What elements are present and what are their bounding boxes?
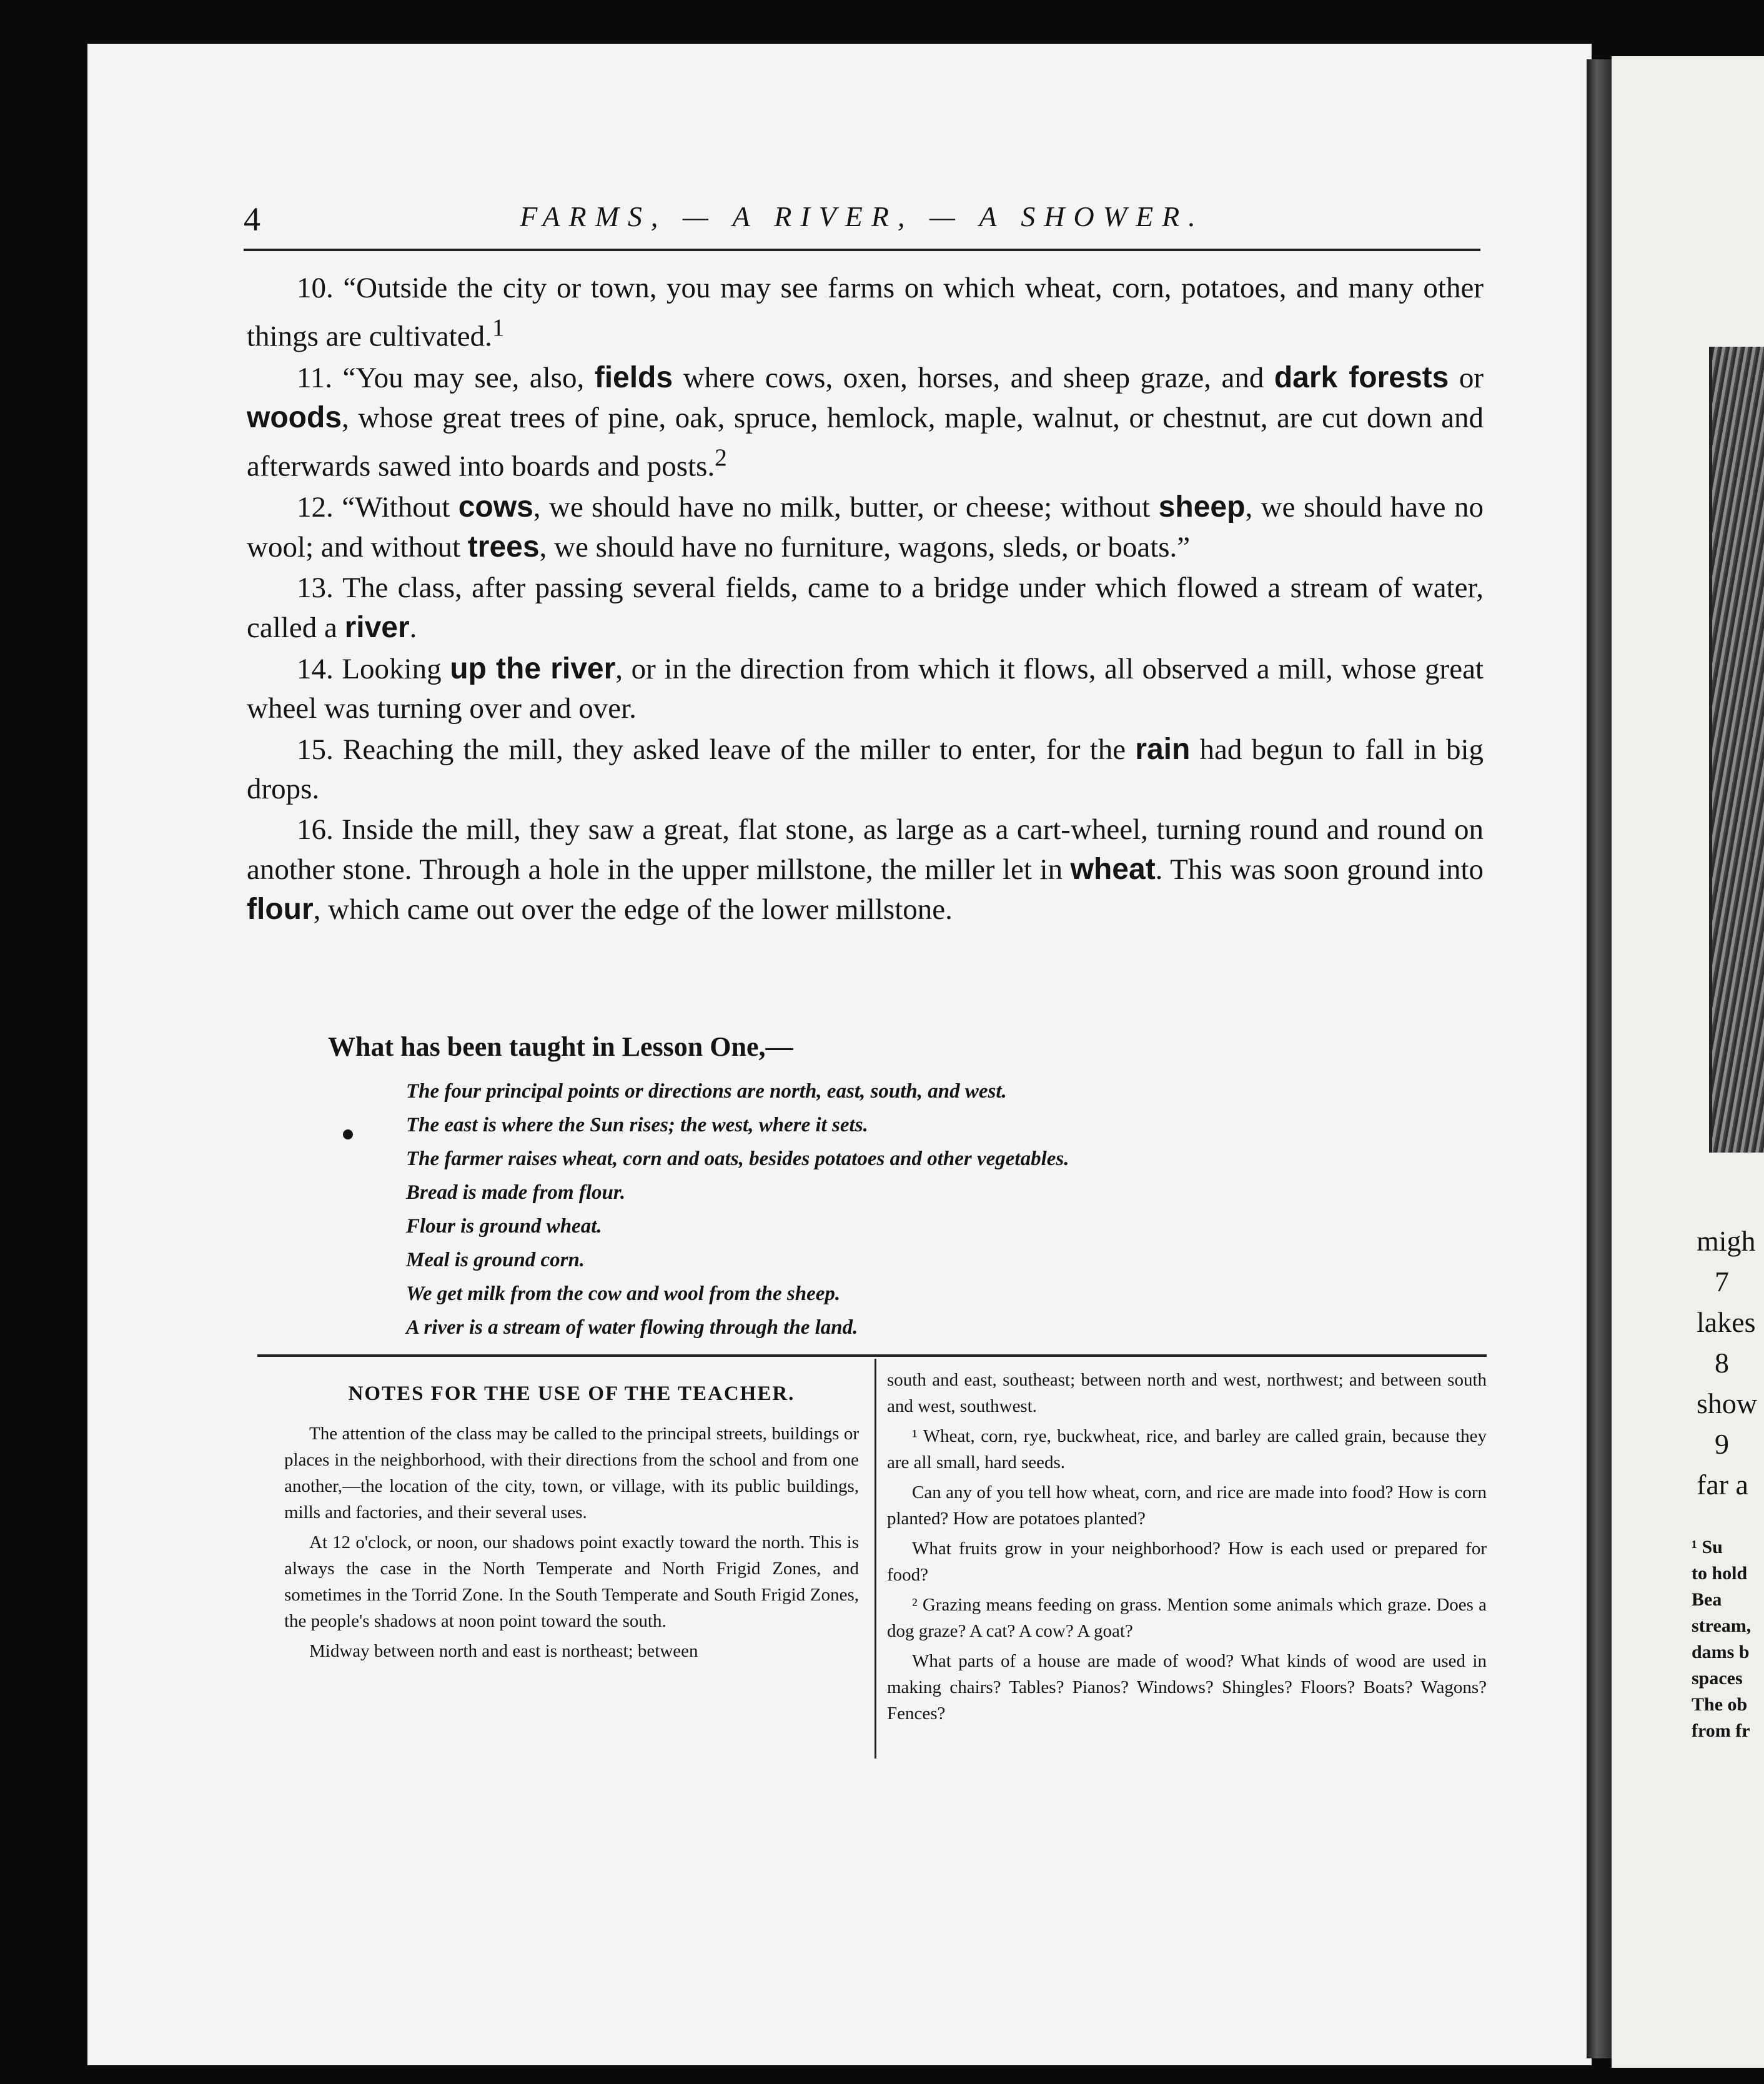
paragraph-11: 11. “You may see, also, fields where cows, oxen, horses, and sheep graze, and dark forests or woods, whose great trees of pine, oak, spruce, hemlock, maple, walnut, or chestnut, are cut down and afterwards sawed into boards and posts.$^2$ <box>247 360 1484 483</box>
paragraph-13: 13. The class, after passing several fields, came to a bridge under which flowed a stream of water, called a river. <box>247 572 1484 645</box>
footnote-ref: 2 <box>715 444 727 471</box>
book-spine <box>1587 59 1612 2058</box>
lesson-summary-list <box>406 1074 1069 1344</box>
adjacent-note: ¹ Su <box>1692 1537 1723 1557</box>
adjacent-illustration <box>1709 347 1764 1153</box>
paragraph-16: 16. Inside the mill, they saw a great, flat stone, as large as a cart-wheel, turning round and round on another stone. Through a hole in the upper millstone, the miller let in wheat. This was soon ground into flour, which came out over the edge of the lower millstone. <box>247 813 1484 926</box>
adjacent-note: Bea <box>1692 1589 1722 1610</box>
notes-paragraph: The attention of the class may be called to the principal streets, buildings or places in the neighborhood, with their directions from the school and from one another,—the location of the city, town, or village, with its public buildings, mills and factories, and their several uses. <box>284 1424 859 1522</box>
teacher-notes-right-column <box>887 1367 1487 1730</box>
lesson-item: Meal is ground corn. <box>406 1249 585 1271</box>
notes-paragraph: At 12 o'clock, or noon, our shadows point exactly toward the north. This is always the case in the North Temperate and North Frigid Zones, and sometimes in the Torrid Zone. In the South Temperate and South Frigid Zones, the people's shadows at noon point toward the south. <box>284 1532 859 1631</box>
adjacent-note: The ob <box>1692 1694 1748 1715</box>
section-rule <box>257 1354 1487 1357</box>
page-number: 4 <box>244 201 260 238</box>
lesson-item: The east is where the Sun rises; the west, where it sets. <box>406 1114 868 1136</box>
body-text <box>247 269 1484 931</box>
notes-paragraph: Midway between north and east is northeast; between <box>309 1641 698 1661</box>
teacher-notes-left-column <box>284 1381 859 1668</box>
adjacent-line: far a <box>1697 1469 1748 1501</box>
page-header <box>244 200 1480 250</box>
running-title: FARMS, — A RIVER, — A SHOWER. <box>520 201 1204 232</box>
bullet-mark <box>343 1129 353 1139</box>
lesson-item: Flour is ground wheat. <box>406 1215 602 1238</box>
notes-paragraph: south and east, southeast; between north and west, northwest; and between south and west, southwest. <box>887 1370 1487 1416</box>
notes-paragraph: What parts of a house are made of wood? What kinds of wood are used in making chairs? Tables? Pianos? Windows? Shingles? Floors? Boats? Wagons? Fences? <box>887 1651 1487 1724</box>
adjacent-note: to hold <box>1692 1563 1748 1584</box>
paragraph-15: 15. Reaching the mill, they asked leave of the miller to enter, for the rain had begun to fall in big drops. <box>247 733 1484 806</box>
notes-title: NOTES FOR THE USE OF THE TEACHER. <box>348 1382 795 1405</box>
adjacent-note: spaces <box>1692 1668 1743 1689</box>
paragraph-12: 12. “Without cows, we should have no milk, butter, or cheese; without sheep, we should have no wool; and without trees, we should have no furniture, wagons, sleds, or boats.” <box>247 490 1484 564</box>
adjacent-line: 9 <box>1715 1428 1729 1460</box>
paragraph-14: 14. Looking up the river, or in the direction from which it flows, all observed a mill, whose great wheel was turning over and over. <box>247 652 1484 725</box>
lesson-item: The four principal points or directions are north, east, south, and west. <box>406 1080 1007 1103</box>
adjacent-note: dams b <box>1692 1642 1750 1662</box>
notes-paragraph: Can any of you tell how wheat, corn, and rice are made into food? How is corn planted? How are potatoes planted? <box>887 1482 1487 1529</box>
adjacent-line: 7 <box>1715 1266 1729 1298</box>
lesson-item: A river is a stream of water flowing through the land. <box>406 1316 858 1339</box>
notes-footnote: ² Grazing means feeding on grass. Mention some animals which graze. Does a dog graze? A cat? A cow? A goat? <box>887 1595 1487 1641</box>
adjacent-note: from fr <box>1692 1720 1750 1741</box>
lesson-summary-heading: What has been taught in Lesson One,— <box>328 1031 793 1062</box>
lesson-item: Bread is made from flour. <box>406 1181 626 1204</box>
adjacent-line: lakes <box>1697 1306 1756 1338</box>
column-divider <box>875 1359 876 1759</box>
adjacent-line: migh <box>1697 1225 1756 1257</box>
lesson-item: The farmer raises wheat, corn and oats, besides potatoes and other vegetables. <box>406 1148 1069 1170</box>
footnote-ref: 1 <box>492 314 505 341</box>
paragraph-10: 10. “Outside the city or town, you may see farms on which wheat, corn, potatoes, and many other things are cultivated.$^1$ <box>247 272 1484 353</box>
header-rule <box>244 249 1480 251</box>
notes-footnote: ¹ Wheat, corn, rye, buckwheat, rice, and barley are called grain, because they are all small, hard seeds. <box>887 1426 1487 1472</box>
lesson-item: We get milk from the cow and wool from the sheep. <box>406 1283 841 1305</box>
adjacent-note: stream, <box>1692 1615 1752 1636</box>
notes-paragraph: What fruits grow in your neighborhood? How is each used or prepared for food? <box>887 1539 1487 1585</box>
adjacent-line: 8 <box>1715 1347 1729 1379</box>
adjacent-line: show <box>1697 1387 1758 1419</box>
